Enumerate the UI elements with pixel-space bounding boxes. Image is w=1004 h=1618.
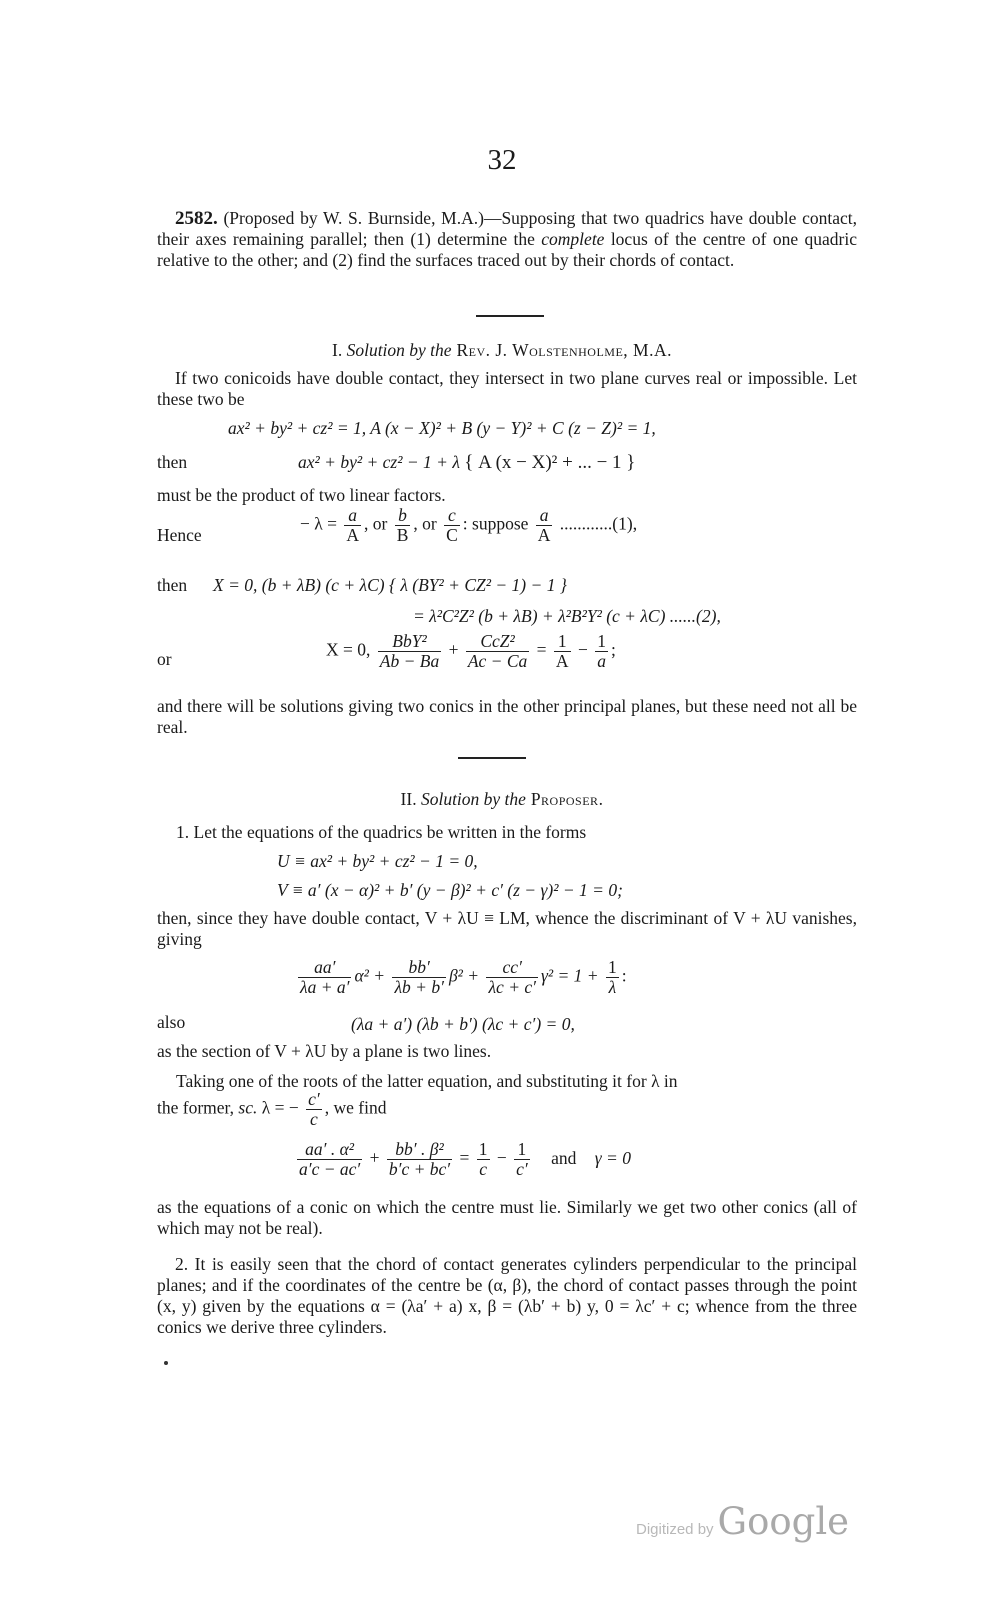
problem-proposer: (Proposed by W. S. Burnside, M.A.)— [223,208,502,228]
google-logo: Google [717,1500,850,1543]
equation-lambda-values: − λ = $\frac{a}{A}$ , or $\frac{b}{B}$ , or $\frac{c}{C}$ : suppose $\frac{a}{A}$ ............(1), [300,505,638,545]
solution2-heading: II. Solution by the Proposer. [400,789,604,809]
solution2-paragraph5: the former, sc. λ = − $\frac{c'}{c}$ , we find [157,1089,387,1129]
fraction-suppose: $\frac{a}{A}$ [537,505,551,545]
equation-discriminant: $\frac{aa'}{\lambda a + a'}$ α² + $\frac{bb'}{\lambda b + b'}$ β² + $\frac{cc'}{\lambda c + c'}$ γ² = 1 + $\frac{1}{\lambda}$ : [300,957,627,997]
problem-text-b: locus of the centre of one quadric relative to the other; and (2) find the surfaces traced out by their chords of contact. [157,229,857,270]
fraction-a-over-A: $\frac{a}{A}$ [346,505,359,545]
fraction-k1: $\frac{\text{aa′ . α²}}{a'c - ac'}$ [299,1139,361,1179]
fraction-aa: $\frac{aa'}{\lambda a + a'}$ [300,957,350,997]
then-label: then [157,452,188,472]
problem-text-emphasis: complete [541,229,605,249]
section-divider-2 [458,757,526,759]
equation-U: U ≡ ax² + by² + cz² − 1 = 0, [277,851,478,871]
solution1-paragraph2: and there will be solutions giving two conics in the other principal planes, but these need not all be real. [157,696,857,737]
equation-V: V ≡ a′ (x − α)² + b′ (y − β)² + c′ (z − γ)² − 1 = 0; [277,880,623,900]
fraction-1-over-lambda: $\frac{1}{\lambda}$ [608,957,617,997]
problem-text-a: Supposing that two quadrics have double contact, their axes remaining parallel; then (1) determine the [157,208,858,249]
equation-2: = λ²C²Z² (b + λB) + λ²B²Y² (c + λC) ......(2), [413,606,721,626]
problem-statement [157,208,857,271]
equation-conic: $\frac{\text{aa′ . α²}}{a'c - ac'}$ + $\frac{\text{bb′ . β²}}{b'c + bc'}$ = $\frac{1}{c}$ − $\frac{1}{c'}$ and γ = 0 [299,1139,631,1179]
solution2-paragraph7: 2. It is easily seen that the chord of contact generates cylinders perpendicular to the principal planes; and if the coordinates of the centre be (α, β), the chord of contact passes through the point (x, y) given by the equations α = (λa′ + a) x, β = (λb′ + b) y, 0 = λc′ + c; whence from the three conics we derive three cylinders. [157,1254,857,1337]
equation-combination: ax² + by² + cz² − 1 + λ { A (x − X)² + ... − 1 } [298,452,636,473]
solution2-paragraph3: as the section of V + λU by a plane is two lines. [157,1041,492,1061]
fraction-b-over-B: $\frac{b}{B}$ [396,505,409,545]
page-number: 32 [487,144,517,176]
fraction-c-prime-over-c: $\frac{c'}{c}$ [308,1089,320,1129]
then2-label: then [157,575,188,595]
watermark-small-text: Digitized by [636,1521,714,1538]
equation-conicoids: ax² + by² + cz² = 1, A (x − X)² + B (y − Y)² + C (z − Z)² = 1, [228,418,656,438]
linear-factors-text: must be the product of two linear factors. [157,485,446,505]
fraction-k4: $\frac{1}{c'}$ [516,1139,528,1179]
problem-number: 2582. [175,208,218,229]
digitized-watermark [636,1500,849,1543]
solution1-paragraph1: If two conicoids have double contact, they intersect in two plane curves real or impossible. Let these two be [157,368,857,409]
solution2-paragraph2: then, since they have double contact, V + λU ≡ LM, whence the discriminant of V + λU vanishes, giving [157,908,857,949]
fraction-bb: $\frac{bb'}{\lambda b + b'}$ [394,957,444,997]
also-label: also [157,1012,186,1032]
solution2-paragraph1: 1. Let the equations of the quadrics be written in the forms [176,822,587,842]
stray-mark [164,1361,168,1365]
or-label: or [157,649,172,669]
fraction-1-over-a: $\frac{1}{a}$ [597,631,606,671]
fraction-k2: $\frac{\text{bb′ . β²}}{b'c + bc'}$ [388,1139,451,1179]
section-divider [476,315,544,317]
fraction-cc: $\frac{cc'}{\lambda c + c'}$ [488,957,536,997]
fraction-c-over-C: $\frac{c}{C}$ [446,505,458,545]
fraction-BbY2: $\frac{\text{BbY²}}{Ab - Ba}$ [379,631,440,671]
hence-label: Hence [157,525,202,545]
equation-3: X = 0, (b + λB) (c + λC) { λ (BY² + CZ² − 1) − 1 } [213,575,567,595]
solution2-paragraph4: Taking one of the roots of the latter equation, and substituting it for λ in [176,1071,678,1091]
equation-also: (λa + a′) (λb + b′) (λc + c′) = 0, [351,1014,575,1034]
solution2-paragraph6: as the equations of a conic on which the centre must lie. Similarly we get two other conics (all of which may not be real). [157,1197,857,1238]
fraction-1-over-A: $\frac{1}{A}$ [555,631,569,671]
fraction-k3: $\frac{1}{c}$ [478,1139,488,1179]
equation-xzero: X = 0, $\frac{\text{BbY²}}{Ab - Ba}$ + $\frac{\text{CcZ²}}{Ac - Ca}$ = $\frac{1}{A}$ − $\frac{1}{a}$ ; [326,631,616,671]
fraction-CcZ2: $\frac{\text{CcZ²}}{Ac - Ca}$ [467,631,528,671]
solution1-heading: I. Solution by the Rev. J. Wolstenholme, M.A. [332,340,672,360]
